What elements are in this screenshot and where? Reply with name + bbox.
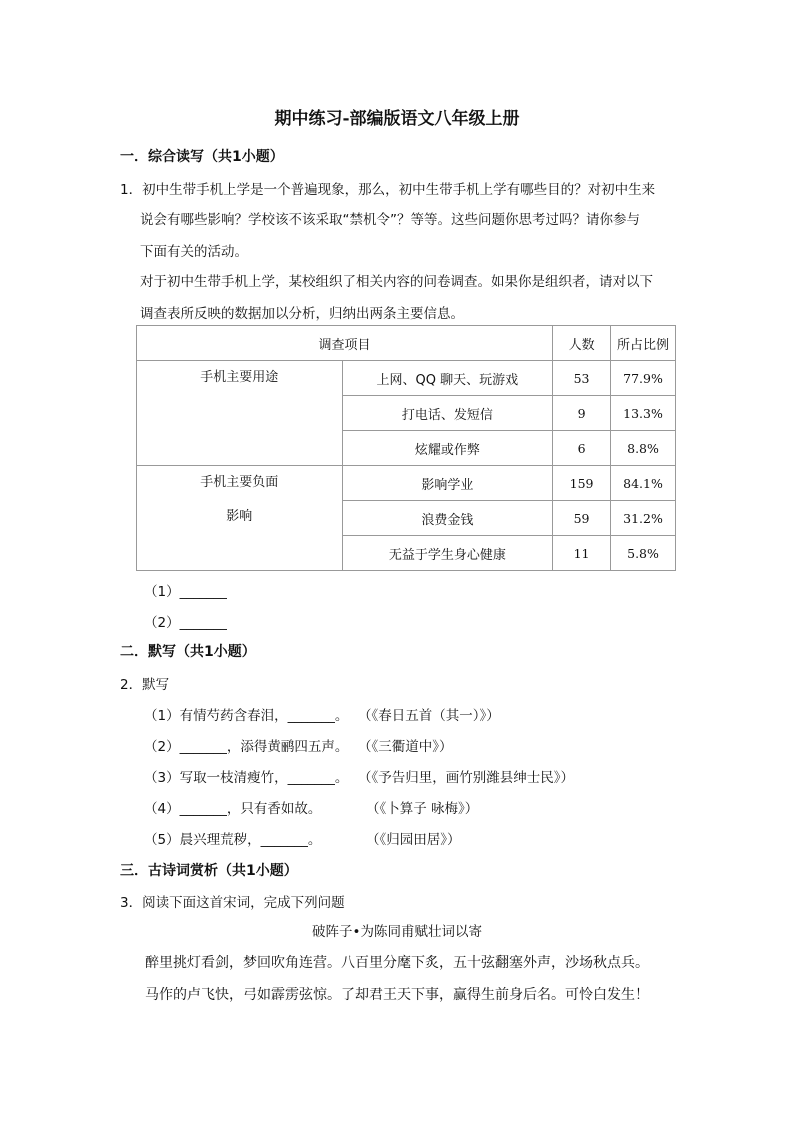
answer-blank-1: （1）_______ — [144, 584, 227, 600]
cell-count: 53 — [553, 361, 611, 396]
cell-count: 159 — [553, 466, 611, 501]
survey-table — [136, 325, 676, 571]
cell-item: 影响学业 — [342, 466, 553, 501]
category-negative-label-2: 影响 — [226, 509, 253, 524]
header-count: 人数 — [553, 326, 611, 361]
dictation-item-5: （5）晨兴理荒秽，_______。 — [144, 832, 322, 848]
cell-item: 上网、QQ 聊天、玩游戏 — [342, 361, 553, 396]
table-row — [137, 361, 676, 396]
dictation-item-1: （1）有情芍药含春泪，_______。 — [144, 708, 349, 724]
cell-ratio: 5.8% — [611, 536, 676, 571]
cell-count: 6 — [553, 431, 611, 466]
section-heading-3: 三．古诗词赏析（共1小题） — [120, 863, 298, 879]
cell-ratio: 13.3% — [611, 396, 676, 431]
dictation-source-2: （《三衢道中》） — [358, 739, 453, 755]
category-usage-label: 手机主要用途 — [200, 370, 279, 385]
question-1-line-4: 对于初中生带手机上学，某校组织了相关内容的问卷调查。如果你是组织者，请对以下 — [140, 274, 653, 290]
dictation-source-3: （《予告归里，画竹别潍县绅士民》） — [358, 770, 574, 786]
header-ratio: 所占比例 — [611, 326, 676, 361]
question-1-line-5: 调查表所反映的数据加以分析，归纳出两条主要信息。 — [140, 306, 464, 322]
cell-ratio: 31.2% — [611, 501, 676, 536]
question-1-line-2: 说会有哪些影响？学校该不该采取“禁机令”？等等。这些问题你思考过吗？请你参与 — [140, 212, 640, 228]
dictation-item-2: （2）_______，添得黄鹂四五声。 — [144, 739, 349, 755]
cell-item: 浪费金钱 — [342, 501, 553, 536]
poem-title: 破阵子•为陈同甫赋壮词以寄 — [312, 924, 482, 940]
section-heading-1: 一．综合读写（共1小题） — [120, 149, 284, 165]
cell-count: 11 — [553, 536, 611, 571]
cell-ratio: 77.9% — [611, 361, 676, 396]
section-heading-2: 二．默写（共1小题） — [120, 644, 256, 660]
answer-blank-2: （2）_______ — [144, 615, 227, 631]
category-usage — [137, 361, 343, 466]
cell-item: 炫耀或作弊 — [342, 431, 553, 466]
cell-ratio: 84.1% — [611, 466, 676, 501]
table-header-row — [137, 326, 676, 361]
poem-line-2: 马作的卢飞快，弓如霹雳弦惊。了却君王天下事，赢得生前身后名。可怜白发生！ — [145, 987, 649, 1003]
poem-line-1: 醉里挑灯看剑，梦回吹角连营。八百里分麾下炙，五十弦翻塞外声，沙场秋点兵。 — [145, 955, 649, 971]
dictation-source-4: （《卜算子 咏梅》） — [366, 801, 479, 817]
cell-ratio: 8.8% — [611, 431, 676, 466]
header-item: 调查项目 — [137, 326, 553, 361]
question-3-label: 3．阅读下面这首宋词，完成下列问题 — [120, 895, 345, 911]
question-1-line-3: 下面有关的活动。 — [140, 244, 248, 260]
dictation-item-3: （3）写取一枝清瘦竹，_______。 — [144, 770, 349, 786]
dictation-source-5: （《归园田居》） — [366, 832, 461, 848]
table-row — [137, 466, 676, 501]
page-title: 期中练习-部编版语文八年级上册 — [274, 109, 520, 129]
dictation-source-1: （《春日五首（其一）》） — [358, 708, 500, 724]
question-2-label: 2．默写 — [120, 677, 170, 693]
dictation-item-4: （4）_______，只有香如故。 — [144, 801, 322, 817]
cell-item: 无益于学生身心健康 — [342, 536, 553, 571]
cell-count: 59 — [553, 501, 611, 536]
cell-count: 9 — [553, 396, 611, 431]
category-negative-impact — [137, 466, 343, 571]
category-negative-label-1: 手机主要负面 — [200, 475, 279, 490]
question-1-line-1: 1．初中生带手机上学是一个普遍现象，那么，初中生带手机上学有哪些目的？对初中生来 — [120, 182, 656, 198]
cell-item: 打电话、发短信 — [342, 396, 553, 431]
